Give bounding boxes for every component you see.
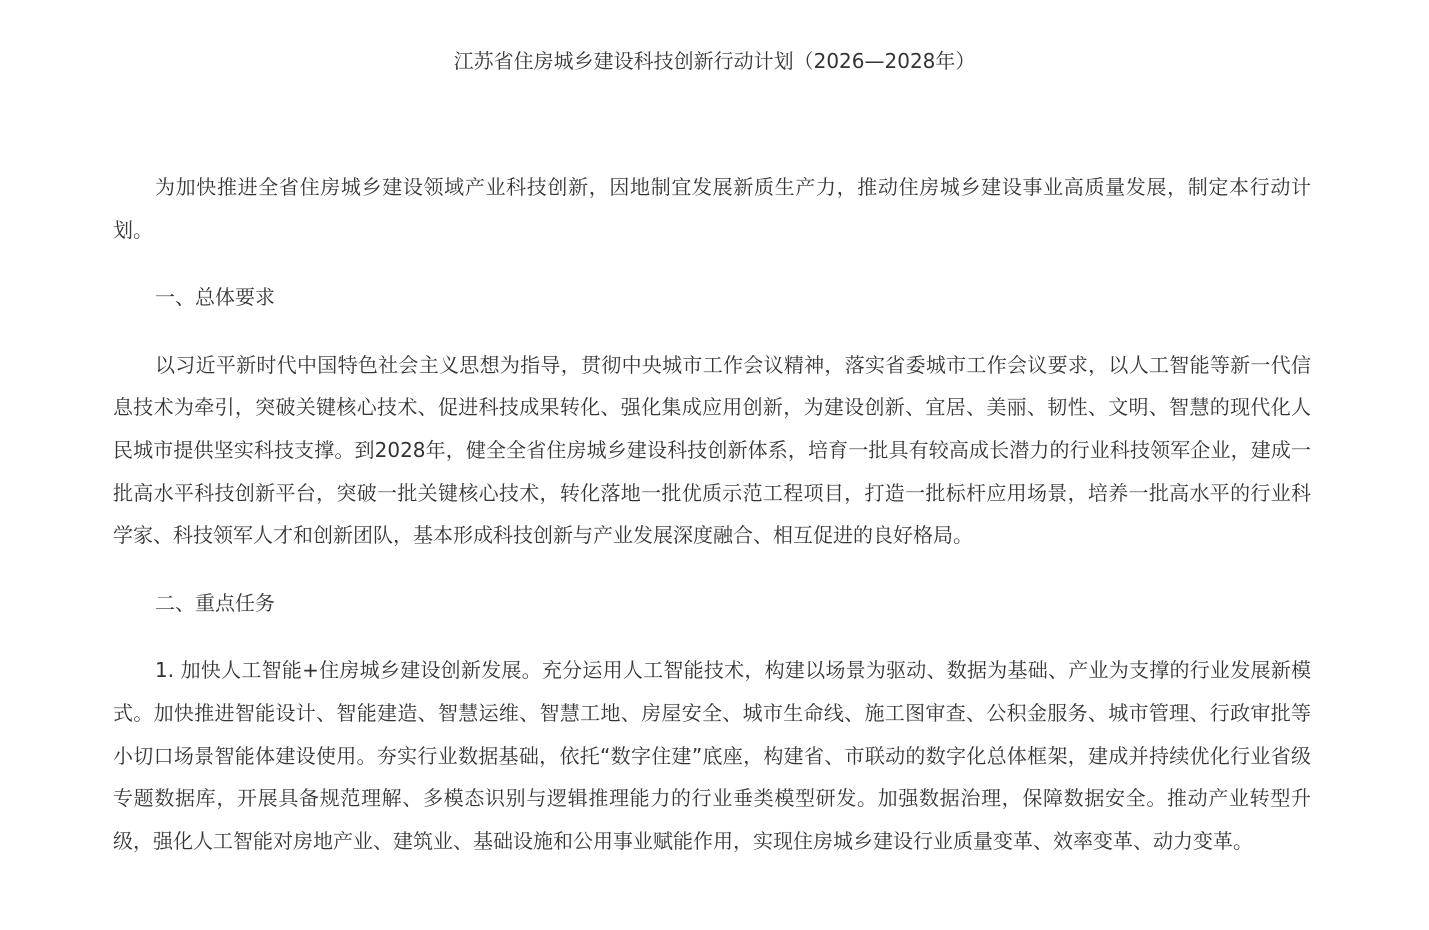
intro-paragraph: 为加快推进全省住房城乡建设领域产业科技创新，因地制宜发展新质生产力，推动住房城乡建设事业高质量发展，制定本行动计划。 (113, 175, 1311, 242)
section-heading-key-tasks: 二、重点任务 (155, 590, 275, 615)
document-title: 江苏省住房城乡建设科技创新行动计划（2026—2028年） (453, 49, 976, 73)
key-task-item-1: 1. 加快人工智能+住房城乡建设创新发展。充分运用人工智能技术，构建以场景为驱动、数据为基础、产业为支撑的行业发展新模式。加快推进智能设计、智能建造、智慧运维、智慧工地、房屋安全、城市生命线、施工图审查、公积金服务、城市管理、行政审批等小切口场景智能体建设使用。夯实行业数据基础，依托“数字住建”底座，构建省、市联动的数字化总体框架，建成并持续优化行业省级专题数据库，开展具备规范理解、多模态识别与逻辑推理能力的行业垂类模型研发。加强数据治理，保障数据安全。推动产业转型升级，强化人工智能对房地产业、建筑业、基础设施和公用事业赋能作用，实现住房城乡建设行业质量变革、效率变革、动力变革。 (113, 658, 1311, 853)
section-heading-general-requirements: 一、总体要求 (155, 285, 275, 310)
general-requirements-paragraph: 以习近平新时代中国特色社会主义思想为指导，贯彻中央城市工作会议精神，落实省委城市工作会议要求，以人工智能等新一代信息技术为牵引，突破关键核心技术、促进科技成果转化、强化集成应用创新，为建设创新、宜居、美丽、韧性、文明、智慧的现代化人民城市提供坚实科技支撑。到2028年，健全全省住房城乡建设科技创新体系，培育一批具有较高成长潜力的行业科技领军企业，建成一批高水平科技创新平台，突破一批关键核心技术，转化落地一批优质示范工程项目，打造一批标杆应用场景，培养一批高水平的行业科学家、科技领军人才和创新团队，基本形成科技创新与产业发展深度融合、相互促进的良好格局。 (113, 352, 1311, 548)
article-body (113, 166, 1311, 862)
